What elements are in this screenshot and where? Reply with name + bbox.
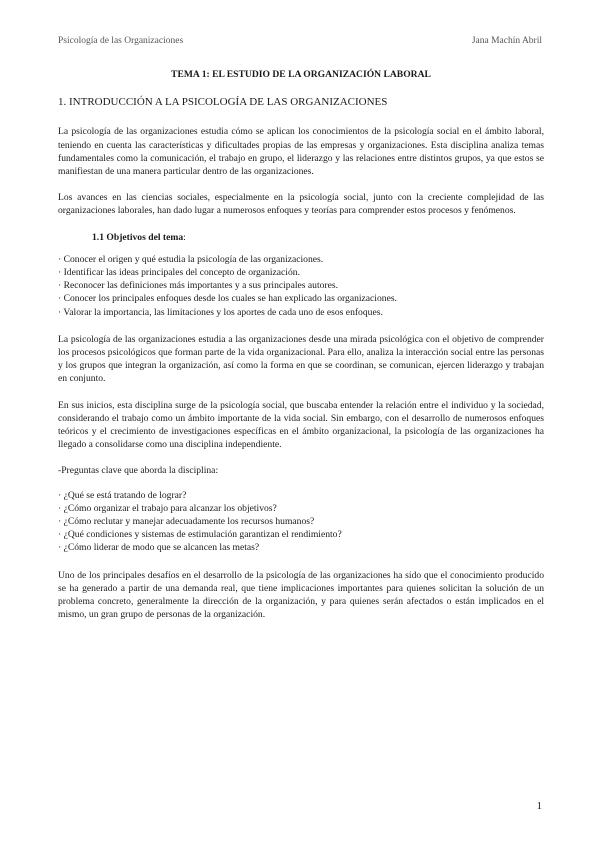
- list-item: · ¿Cómo liderar de modo que se alcancen las metas?: [58, 542, 260, 554]
- objectives-heading-label: 1.1 Objetivos del tema: [92, 231, 184, 243]
- document-body: [58, 68, 544, 635]
- objectives-heading-colon: :: [183, 231, 186, 243]
- list-item: · ¿Qué se está tratando de lograr?: [58, 489, 187, 501]
- paragraph-intro-1: La psicología de las organizaciones estudia cómo se aplican los conocimientos de la psicología social en el ámbito laboral, teniendo en cuenta las características y dificultades propias de las empresas y organizaciones. Esta disciplina analiza temas fundamentales como la comunicación, el trabajo en grupo, el liderazgo y las relaciones entre distintos grupos, ya que estos se manifiestan de una manera particular dentro de las organizaciones.: [58, 126, 544, 178]
- list-item: · Valorar la importancia, las limitaciones y los aportes de cada uno de esos enfoques.: [58, 306, 383, 318]
- list-item: · Conocer el origen y qué estudia la psicología de las organizaciones.: [58, 253, 324, 265]
- objectives-list: [58, 253, 544, 319]
- list-item: · Identificar las ideas principales del concepto de organización.: [58, 267, 300, 279]
- page-number: 1: [536, 800, 542, 812]
- questions-heading: -Preguntas clave que aborda la disciplina:: [58, 465, 219, 477]
- list-item: · ¿Cómo organizar el trabajo para alcanzar los objetivos?: [58, 502, 277, 514]
- list-item: · Conocer los principales enfoques desde los cuales se han explicado las organizaciones.: [58, 293, 397, 305]
- paragraph-intro-2: Los avances en las ciencias sociales, especialmente en la psicología social, junto con la creciente complejidad de las organizaciones laborales, han dado lugar a numerosos enfoques y teorías para comprender estos procesos y fenómenos.: [58, 192, 544, 217]
- paragraph-body-1: La psicología de las organizaciones estudia a las organizaciones desde una mirada psicológica con el objetivo de comprender los procesos psicológicos que forman parte de la vida organizacional. Para ello, analiza la interacción social entre las personas y los grupos que integran la organización, así como la forma en que se coordinan, se comunican, ejercen liderazgo y trabajan en conjunto.: [58, 333, 544, 385]
- paragraph-closing: Uno de los principales desafíos en el desarrollo de la psicología de las organizaciones ha sido que el conocimiento producido se ha generado a partir de una demanda real, que tiene implicaciones importantes para quienes solicitan la solución de un problema concreto, generalmente la dirección de la organización, y para quienes serán afectados o están implicados en el mismo, un gran grupo de personas de la organización.: [58, 569, 544, 621]
- questions-list: [58, 489, 544, 555]
- list-item: · ¿Qué condiciones y sistemas de estimulación garantizan el rendimiento?: [58, 529, 342, 541]
- header-course-title: Psicología de las Organizaciones: [58, 36, 184, 46]
- paragraph-body-2: En sus inicios, esta disciplina surge de la psicología social, que buscaba entender la relación entre el individuo y la sociedad, considerando el trabajo como un ámbito importante de la vida social. Sin embargo, con el desarrollo de numerosos enfoques teóricos y el crecimiento de investigaciones específicas en el ámbito organizacional, la psicología de las organizaciones ha llegado a consolidarse como una disciplina independiente.: [58, 399, 544, 451]
- section-heading: 1. INTRODUCCIÓN A LA PSICOLOGÍA DE LAS ORGANIZACIONES: [58, 96, 388, 109]
- objectives-heading: [92, 231, 544, 244]
- document-title: TEMA 1: EL ESTUDIO DE LA ORGANIZACIÓN LABORAL: [171, 69, 431, 80]
- list-item: · ¿Cómo reclutar y manejar adecuadamente los recursos humanos?: [58, 516, 315, 528]
- list-item: · Reconocer las definiciones más importantes y a sus principales autores.: [58, 280, 338, 292]
- header-author: Jana Machín Abril: [471, 36, 542, 46]
